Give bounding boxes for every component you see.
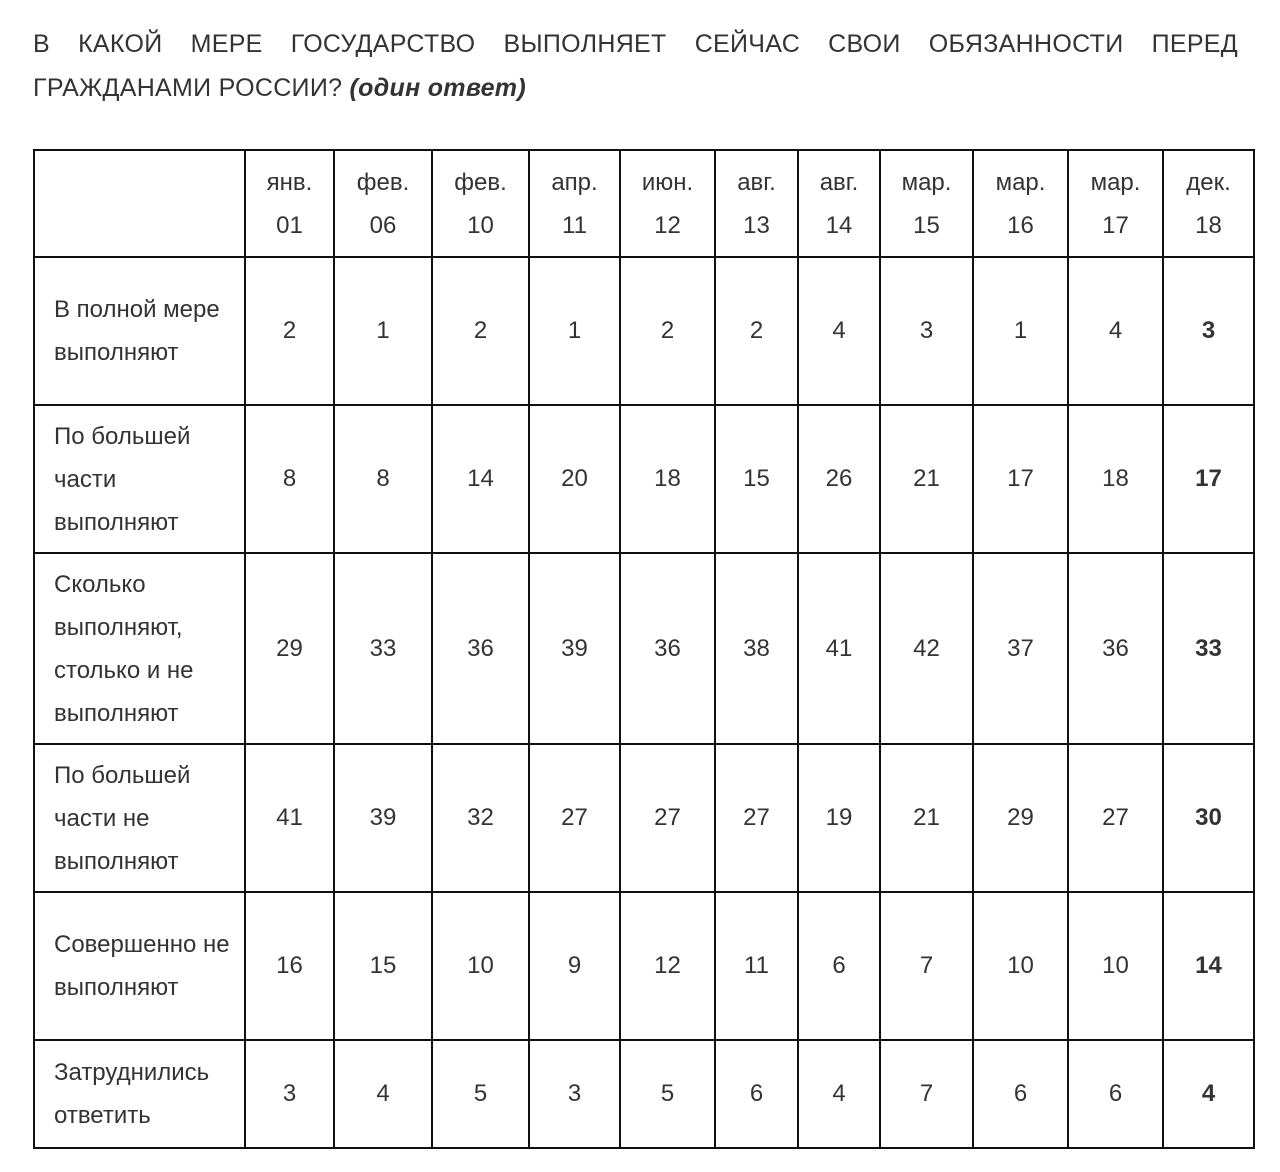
date-month: мар. [995, 168, 1046, 196]
date-year: 10 [467, 211, 494, 239]
value-cell: 6 [715, 1040, 798, 1148]
value-cell: 41 [245, 744, 334, 892]
table-row [34, 257, 1254, 405]
table-row [34, 553, 1254, 744]
table-row [34, 744, 1254, 892]
date-month: янв. [266, 168, 313, 196]
header-row [34, 150, 1254, 257]
date-year: 06 [369, 211, 397, 239]
value-cell: 7 [880, 892, 973, 1040]
value-cell: 18 [620, 405, 715, 553]
row-label: Сколько выполняют, столько и не выполняют [34, 553, 245, 744]
question-text: В КАКОЙ МЕРЕ ГОСУДАРСТВО ВЫПОЛНЯЕТ СЕЙЧАС СВОИ ОБЯЗАННОСТИ ПЕРЕД ГРАЖДАНАМИ РОССИИ? [33, 30, 1238, 102]
value-cell: 3 [245, 1040, 334, 1148]
value-cell: 18 [1068, 405, 1163, 553]
value-cell: 26 [798, 405, 880, 553]
date-header [529, 150, 620, 257]
date-year: 14 [825, 211, 853, 239]
value-cell: 3 [880, 257, 973, 405]
value-cell: 39 [529, 553, 620, 744]
value-cell: 37 [973, 553, 1068, 744]
value-cell: 5 [432, 1040, 529, 1148]
date-header [798, 150, 880, 257]
value-cell: 1 [973, 257, 1068, 405]
value-cell: 2 [245, 257, 334, 405]
date-header [973, 150, 1068, 257]
value-cell: 29 [245, 553, 334, 744]
value-cell: 10 [1068, 892, 1163, 1040]
value-cell: 16 [245, 892, 334, 1040]
date-header [245, 150, 334, 257]
table-row [34, 892, 1254, 1040]
value-cell: 29 [973, 744, 1068, 892]
value-cell: 19 [798, 744, 880, 892]
date-year: 17 [1102, 211, 1129, 239]
value-cell-latest: 30 [1163, 744, 1254, 892]
value-cell: 5 [620, 1040, 715, 1148]
value-cell: 2 [715, 257, 798, 405]
date-month: фев. [454, 168, 507, 196]
value-cell: 4 [1068, 257, 1163, 405]
date-header [334, 150, 432, 257]
value-cell: 4 [798, 257, 880, 405]
value-cell: 1 [529, 257, 620, 405]
header-corner-cell [34, 150, 245, 257]
question-note: (один ответ) [349, 74, 526, 102]
value-cell: 6 [798, 892, 880, 1040]
date-header [620, 150, 715, 257]
date-year: 15 [913, 211, 940, 239]
date-year: 01 [276, 211, 303, 239]
value-cell: 6 [1068, 1040, 1163, 1148]
value-cell: 21 [880, 744, 973, 892]
value-cell: 2 [432, 257, 529, 405]
date-header [432, 150, 529, 257]
date-month: фев. [356, 168, 410, 196]
value-cell: 20 [529, 405, 620, 553]
value-cell: 36 [620, 553, 715, 744]
value-cell: 1 [334, 257, 432, 405]
value-cell: 27 [529, 744, 620, 892]
date-month: авг. [819, 168, 859, 196]
value-cell-latest: 33 [1163, 553, 1254, 744]
value-cell: 3 [529, 1040, 620, 1148]
value-cell: 36 [1068, 553, 1163, 744]
value-cell: 14 [432, 405, 529, 553]
question-heading [33, 22, 1238, 110]
value-cell: 27 [1068, 744, 1163, 892]
date-month: авг. [737, 168, 776, 196]
date-header [880, 150, 973, 257]
value-cell: 27 [620, 744, 715, 892]
table-row [34, 1040, 1254, 1148]
value-cell: 42 [880, 553, 973, 744]
row-label: Совершенно не выполняют [34, 892, 245, 1040]
survey-table [33, 149, 1255, 1149]
date-year: 16 [1007, 211, 1034, 239]
row-label: В полной мере выполняют [34, 257, 245, 405]
date-month: июн. [641, 168, 694, 196]
row-label: По большей части выполняют [34, 405, 245, 553]
value-cell: 36 [432, 553, 529, 744]
value-cell: 4 [798, 1040, 880, 1148]
date-header [715, 150, 798, 257]
date-month: апр. [551, 168, 598, 196]
value-cell: 9 [529, 892, 620, 1040]
value-cell: 17 [973, 405, 1068, 553]
value-cell: 11 [715, 892, 798, 1040]
value-cell: 12 [620, 892, 715, 1040]
value-cell: 8 [245, 405, 334, 553]
value-cell: 10 [432, 892, 529, 1040]
value-cell: 38 [715, 553, 798, 744]
value-cell-latest: 14 [1163, 892, 1254, 1040]
value-cell: 15 [334, 892, 432, 1040]
value-cell: 15 [715, 405, 798, 553]
value-cell: 2 [620, 257, 715, 405]
value-cell: 41 [798, 553, 880, 744]
date-year: 13 [743, 211, 770, 239]
value-cell: 21 [880, 405, 973, 553]
date-year: 12 [654, 211, 681, 239]
value-cell: 7 [880, 1040, 973, 1148]
date-header-latest [1163, 150, 1254, 257]
value-cell: 8 [334, 405, 432, 553]
value-cell-latest: 3 [1163, 257, 1254, 405]
value-cell: 39 [334, 744, 432, 892]
value-cell: 4 [334, 1040, 432, 1148]
date-month: мар. [1090, 168, 1141, 196]
date-month: мар. [901, 168, 952, 196]
date-year: 18 [1195, 211, 1222, 239]
value-cell-latest: 17 [1163, 405, 1254, 553]
value-cell: 6 [973, 1040, 1068, 1148]
value-cell: 33 [334, 553, 432, 744]
date-header [1068, 150, 1163, 257]
row-label: По большей части не выполняют [34, 744, 245, 892]
value-cell: 32 [432, 744, 529, 892]
value-cell: 27 [715, 744, 798, 892]
row-label: Затруднились ответить [34, 1040, 245, 1148]
table-row [34, 405, 1254, 553]
date-year: 11 [562, 211, 587, 239]
value-cell-latest: 4 [1163, 1040, 1254, 1148]
value-cell: 10 [973, 892, 1068, 1040]
date-month: дек. [1186, 168, 1231, 196]
